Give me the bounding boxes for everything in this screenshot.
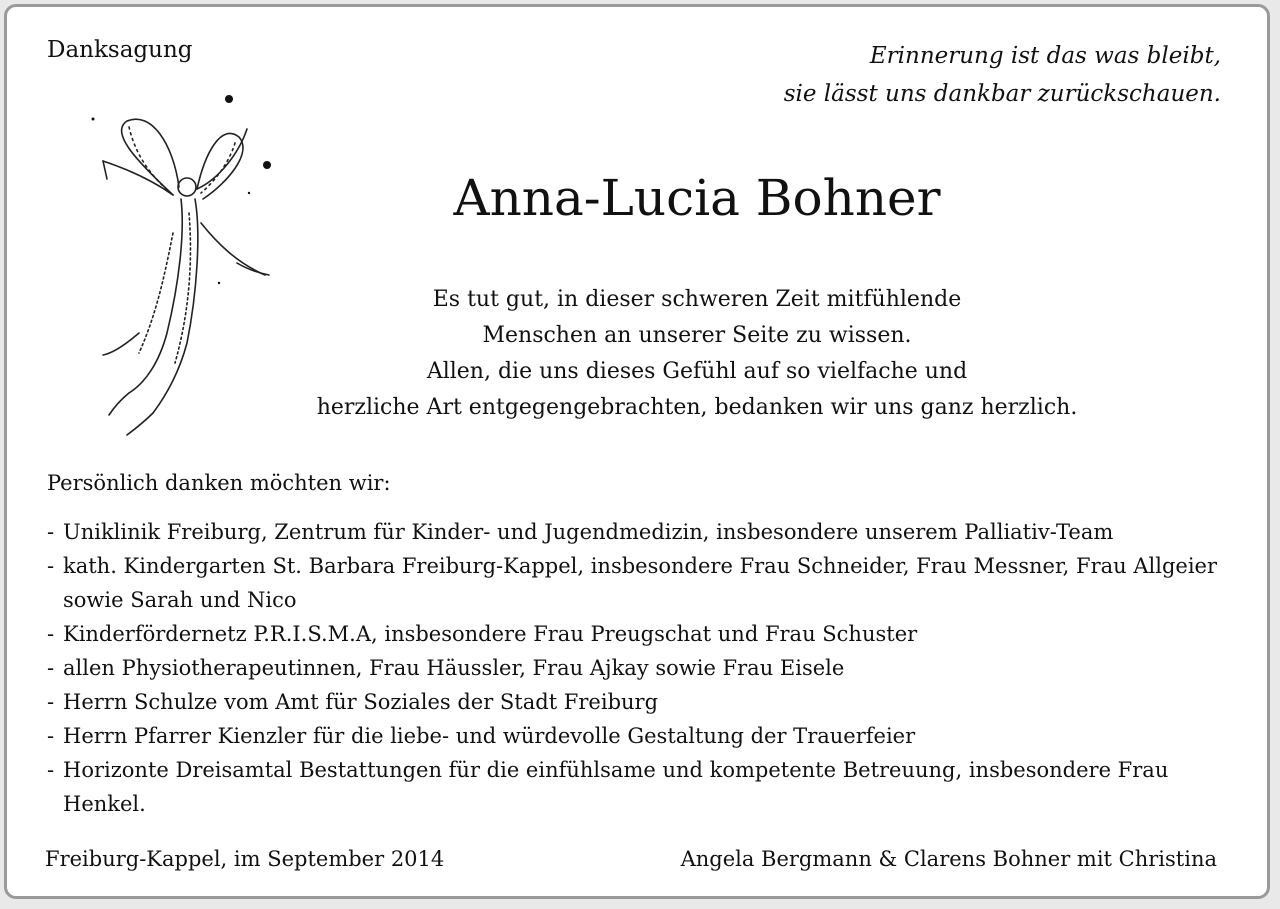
list-item-text: Herrn Schulze vom Amt für Soziales der Stadt Freiburg <box>63 690 659 714</box>
bullet-dash: - <box>47 656 55 680</box>
bullet-dash: - <box>47 758 55 782</box>
bullet-dash: - <box>47 724 55 748</box>
bullet-dash: - <box>47 690 55 714</box>
intro-line: herzliche Art entgegengebrachten, bedanken wir uns ganz herzlich. <box>316 395 1078 420</box>
bullet-dash: - <box>47 520 55 544</box>
motto-line: sie lässt uns dankbar zurückschauen. <box>783 81 1221 107</box>
list-item <box>47 685 1247 719</box>
card-type-label: Danksagung <box>47 37 193 63</box>
list-item-text: Herrn Pfarrer Kienzler für die liebe- und würdevolle Gestaltung der Trauerfeier <box>63 724 916 748</box>
motto-line: Erinnerung ist das was bleibt, <box>869 43 1221 69</box>
list-item-text: Horizonte Dreisamtal Bestattungen für die einfühlsame und kompetente Betreuung, insbesondere Frau Henkel. <box>63 758 1169 816</box>
deceased-name: Anna-Lucia Bohner <box>453 169 941 227</box>
thanks-list <box>47 515 1247 821</box>
list-item <box>47 651 1247 685</box>
list-item-text: kath. Kindergarten St. Barbara Freiburg-Kappel, insbesondere Frau Schneider, Frau Messner, Frau Allgeier sowie Sarah und Nico <box>63 554 1218 612</box>
bullet-dash: - <box>47 622 55 646</box>
list-item <box>47 753 1247 821</box>
list-item <box>47 617 1247 651</box>
thanks-heading: Persönlich danken möchten wir: <box>47 471 391 495</box>
list-item <box>47 515 1247 549</box>
intro-line: Es tut gut, in dieser schweren Zeit mitfühlende <box>432 287 962 312</box>
bullet-dash: - <box>47 554 55 578</box>
list-item <box>47 719 1247 753</box>
intro-line: Menschen an unserer Seite zu wissen. <box>482 323 912 348</box>
intro-line: Allen, die uns dieses Gefühl auf so vielfache und <box>426 359 968 384</box>
intro-text <box>247 282 1147 426</box>
obituary-card <box>4 4 1270 899</box>
list-item-text: allen Physiotherapeutinnen, Frau Häussler, Frau Ajkay sowie Frau Eisele <box>63 656 845 680</box>
motto-quote <box>784 37 1221 113</box>
list-item <box>47 549 1247 617</box>
list-item-text: Uniklinik Freiburg, Zentrum für Kinder- und Jugendmedizin, insbesondere unserem Palliativ-Team <box>63 520 1114 544</box>
signatories: Angela Bergmann & Clarens Bohner mit Christina <box>680 847 1217 871</box>
place-date: Freiburg-Kappel, im September 2014 <box>45 847 445 871</box>
list-item-text: Kinderfördernetz P.R.I.S.M.A, insbesondere Frau Preugschat und Frau Schuster <box>63 622 918 646</box>
